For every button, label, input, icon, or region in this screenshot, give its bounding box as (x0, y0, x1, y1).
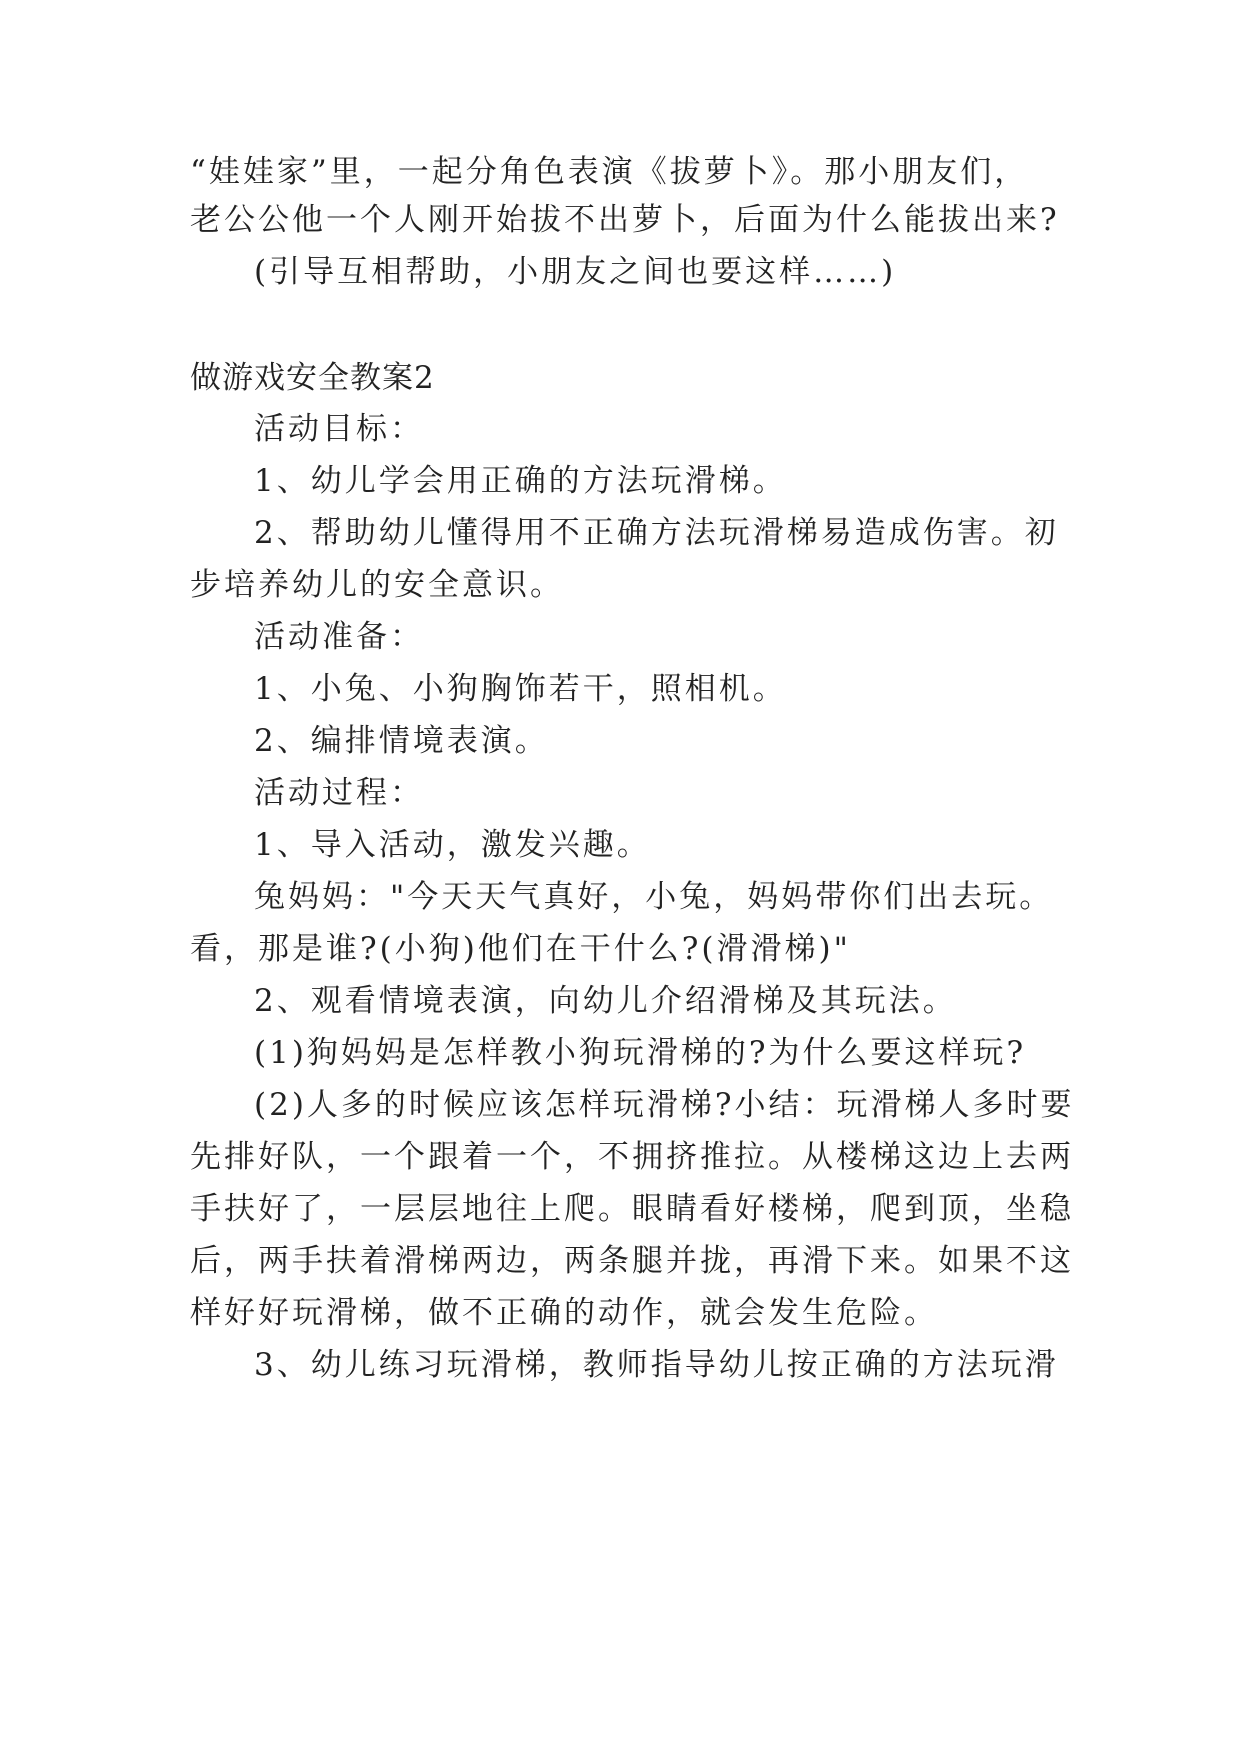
text-line-21: 后，两手扶着滑梯两边，两条腿并拢，再滑下来。如果不这 (190, 1243, 1074, 1279)
text-line-6: 1、幼儿学会用正确的方法玩滑梯。 (254, 463, 787, 499)
text-line-15: 看，那是谁?(小狗)他们在干什么?(滑滑梯)" (190, 931, 851, 967)
text-line-10: 1、小兔、小狗胸饰若干，照相机。 (254, 671, 787, 707)
text-line-1: “娃娃家”里，一起分角色表演《拔萝卜》。那小朋友们， (190, 154, 1029, 190)
text-line-9: 活动准备： (254, 619, 424, 655)
text-line-13: 1、导入活动，激发兴趣。 (254, 827, 651, 863)
text-line-2: 老公公他一个人刚开始拔不出萝卜，后面为什么能拔出来? (190, 202, 1060, 238)
section-heading: 做游戏安全教案2 (190, 360, 435, 396)
text-line-22: 样好好玩滑梯，做不正确的动作，就会发生危险。 (190, 1295, 938, 1331)
text-line-23: 3、幼儿练习玩滑梯，教师指导幼儿按正确的方法玩滑 (254, 1347, 1059, 1383)
text-line-20: 手扶好了，一层层地往上爬。眼睛看好楼梯，爬到顶，坐稳 (190, 1191, 1074, 1227)
text-line-8: 步培养幼儿的安全意识。 (190, 567, 564, 603)
text-line-12: 活动过程： (254, 775, 424, 811)
text-line-19: 先排好队，一个跟着一个，不拥挤推拉。从楼梯这边上去两 (190, 1139, 1074, 1175)
text-line-18: (2)人多的时候应该怎样玩滑梯?小结：玩滑梯人多时要 (254, 1087, 1075, 1123)
text-line-3: (引导互相帮助，小朋友之间也要这样……) (254, 254, 897, 290)
text-line-17: (1)狗妈妈是怎样教小狗玩滑梯的?为什么要这样玩? (254, 1035, 1027, 1071)
text-line-7: 2、帮助幼儿懂得用不正确方法玩滑梯易造成伤害。初 (254, 515, 1059, 551)
text-line-11: 2、编排情境表演。 (254, 723, 549, 759)
text-line-14: 兔妈妈："今天天气真好，小兔，妈妈带你们出去玩。 (254, 879, 1054, 915)
text-line-16: 2、观看情境表演，向幼儿介绍滑梯及其玩法。 (254, 983, 957, 1019)
text-line-5: 活动目标： (254, 411, 424, 447)
